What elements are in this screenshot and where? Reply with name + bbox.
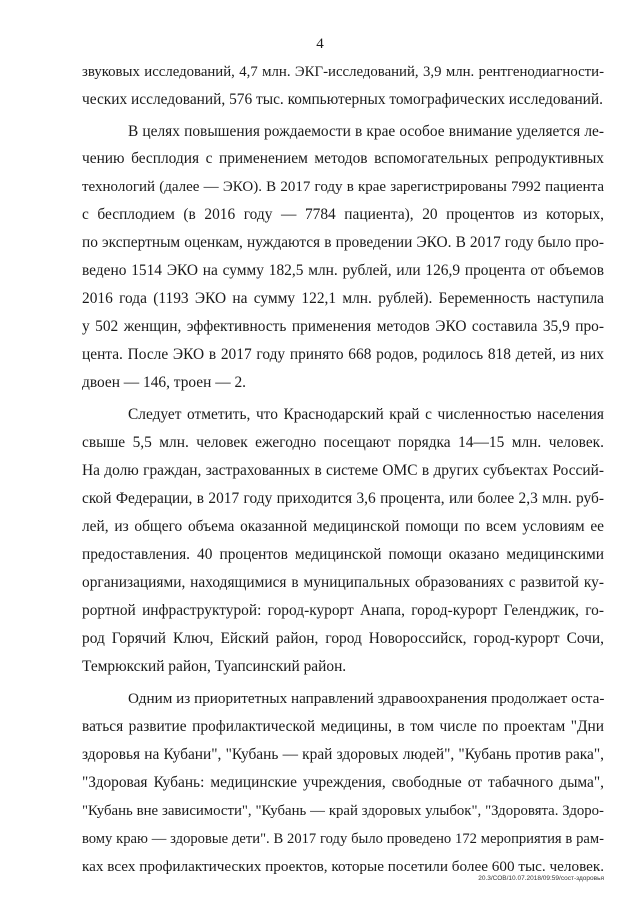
paragraph-line: Темрюкский район, Туапсинский район. <box>82 658 347 675</box>
paragraph-line: здоровья на Кубани", "Кубань — край здоровых людей", "Кубань против рака", <box>82 746 604 763</box>
paragraph-line: ской Федерации, в 2017 году приходится 3,6 процента, или более 2,3 млн. руб- <box>82 490 604 507</box>
paragraph-line: 2016 года (1193 ЭКО на сумму 122,1 млн. рублей). Беременность наступила <box>82 290 604 307</box>
paragraph-line: цента. После ЭКО в 2017 году принято 668 родов, родилось 818 детей, из них <box>82 346 604 363</box>
page-number: 4 <box>316 36 324 52</box>
paragraph-line: "Кубань вне зависимости", "Кубань — край здоровых улыбок", "Здоровята. Здоро- <box>82 803 604 819</box>
paragraph-line: лей, из общего объема оказанной медицинской помощи по всем условиям ее <box>82 518 604 535</box>
paragraph-line: свыше 5,5 млн. человек ежегодно посещают порядка 14—15 млн. человек. <box>82 434 604 451</box>
paragraph-line: ческих исследований, 576 тыс. компьютерных томографических исследований. <box>82 91 603 108</box>
paragraph-line: ваться развитие профилактической медицины, в том числе по проектам "Дни <box>82 718 604 735</box>
paragraph-line: вому краю — здоровые дети". В 2017 году было проведено 172 мероприятия в рам- <box>82 831 604 847</box>
paragraph-line: чению бесплодия с применением методов вспомогательных репродуктивных <box>82 150 604 167</box>
paragraph-line: рортной инфраструктурой: город-курорт Анапа, город-курорт Геленджик, го- <box>82 602 604 619</box>
paragraph-line: На долю граждан, застрахованных в системе ОМС в других субъектах Россий- <box>82 462 604 479</box>
paragraph-line: Следует отметить, что Краснодарский край с численностью населения <box>128 406 604 423</box>
paragraph-line: звуковых исследований, 4,7 млн. ЭКГ-исследований, 3,9 млн. рентгенодиагности- <box>82 64 604 80</box>
paragraph-line: род Горячий Ключ, Ейский район, город Новороссийск, город-курорт Сочи, <box>82 630 604 647</box>
paragraph-line: с бесплодием (в 2016 году — 7784 пациента), 20 процентов из которых, <box>82 206 604 223</box>
paragraph-line: двоен — 146, троен — 2. <box>82 374 246 391</box>
footer-document-code: 20.3/СОВ/10.07.2018/09:59/сост-здоровья <box>478 875 604 882</box>
paragraph-line: ведено 1514 ЭКО на сумму 182,5 млн. рублей, или 126,9 процента от объемов <box>82 262 604 279</box>
paragraph-line: "Здоровая Кубань: медицинские учреждения, свободные от табачного дыма", <box>82 774 604 791</box>
paragraph-line: у 502 женщин, эффективность применения методов ЭКО составила 35,9 про- <box>82 318 604 335</box>
paragraph-line: Одним из приоритетных направлений здравоохранения продолжает оста- <box>128 690 605 707</box>
paragraph-line: технологий (далее — ЭКО). В 2017 году в крае зарегистрированы 7992 пациента <box>82 179 604 195</box>
paragraph-line: ках всех профилактических проектов, которые посетили более 600 тыс. человек. <box>82 858 605 875</box>
paragraph-line: В целях повышения рождаемости в крае особое внимание уделяется ле- <box>128 123 604 140</box>
paragraph-line: по экспертным оценкам, нуждаются в проведении ЭКО. В 2017 году было про- <box>82 234 604 251</box>
paragraph-line: предоставления. 40 процентов медицинской помощи оказано медицинскими <box>82 546 604 563</box>
paragraph-line: организациями, находящимися в муниципальных образованиях с развитой ку- <box>82 574 604 591</box>
